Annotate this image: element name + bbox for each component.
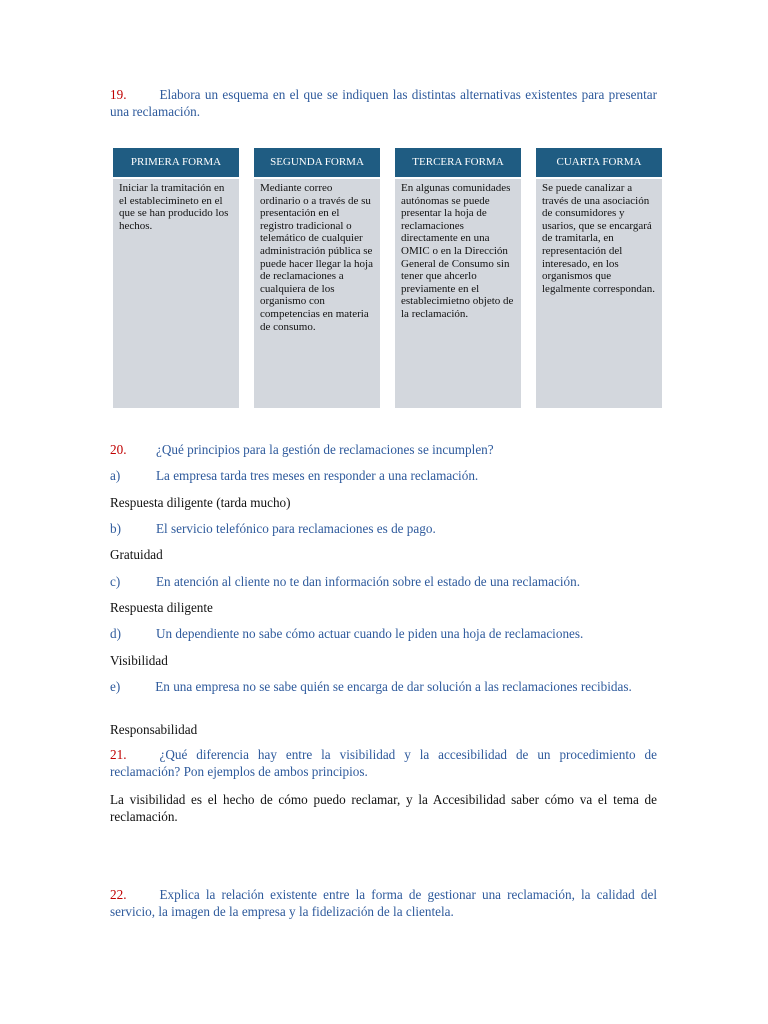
scheme-column-body: En algunas comunidades autónomas se puede presentar la hoja de reclamaciones directamente en una OMIC o en la Dirección General de Consumo sin tener que ahcerlo previamente en el establecimietno objeto de la reclamación. xyxy=(395,179,521,408)
answer-d: Visibilidad xyxy=(110,653,168,668)
question-20-number: 20. xyxy=(110,442,127,457)
scheme-column-4 xyxy=(536,148,662,408)
item-label: e) xyxy=(110,679,121,694)
scheme-column-body: Mediante correo ordinario o a través de su presentación en el registro tradicional o telemático de cualquier administración pública se puede hacer llegar la hoja de reclamaciones a cualquiera de los organismo con competencias en materia de consumo. xyxy=(254,179,380,408)
item-text: Un dependiente no sabe cómo actuar cuando le piden una hoja de reclamaciones. xyxy=(156,626,584,641)
question-20-item-b xyxy=(110,520,657,537)
scheme-column-3 xyxy=(395,148,521,408)
answer-21: La visibilidad es el hecho de cómo puedo reclamar, y la Accesibilidad saber cómo va el tema de reclamación. xyxy=(110,792,657,824)
item-label: b) xyxy=(110,521,121,536)
question-20-item-a xyxy=(110,467,657,484)
answer-b: Gratuidad xyxy=(110,547,163,562)
item-text: En una empresa no se sabe quién se encarga de dar solución a las reclamaciones recibidas. xyxy=(155,679,632,694)
question-20-item-e xyxy=(110,678,657,695)
item-text: En atención al cliente no te dan información sobre el estado de una reclamación. xyxy=(156,574,581,589)
item-label: c) xyxy=(110,574,121,589)
question-19-text: Elabora un esquema en el que se indiquen las distintas alternativas existentes para presentar una reclamación. xyxy=(110,87,657,119)
answer-e: Responsabilidad xyxy=(110,722,198,737)
scheme-column-2 xyxy=(254,148,380,408)
question-19 xyxy=(110,86,657,120)
question-20-text: ¿Qué principios para la gestión de reclamaciones se incumplen? xyxy=(156,442,494,457)
scheme-column-title: PRIMERA FORMA xyxy=(113,148,239,177)
scheme-column-body: Iniciar la tramitación en el establecimineto en el que se han producido los hechos. xyxy=(113,179,239,408)
item-label: d) xyxy=(110,626,121,641)
question-20-item-d xyxy=(110,625,657,642)
item-text: El servicio telefónico para reclamaciones es de pago. xyxy=(156,521,436,536)
question-22-number: 22. xyxy=(110,887,127,902)
answer-c: Respuesta diligente xyxy=(110,600,213,615)
question-21 xyxy=(110,746,657,780)
question-20 xyxy=(110,441,657,458)
scheme-column-title: CUARTA FORMA xyxy=(536,148,662,177)
question-21-text: ¿Qué diferencia hay entre la visibilidad y la accesibilidad de un procedimiento de reclamación? Pon ejemplos de ambos principios. xyxy=(110,747,657,779)
question-19-number: 19. xyxy=(110,87,127,102)
question-22-text: Explica la relación existente entre la forma de gestionar una reclamación, la calidad del servicio, la imagen de la empresa y la fidelización de la clientela. xyxy=(110,887,657,919)
scheme-column-1 xyxy=(113,148,239,408)
question-21-number: 21. xyxy=(110,747,127,762)
answer-a: Respuesta diligente (tarda mucho) xyxy=(110,495,291,510)
item-text: La empresa tarda tres meses en responder a una reclamación. xyxy=(156,468,479,483)
item-label: a) xyxy=(110,468,121,483)
scheme-column-title: SEGUNDA FORMA xyxy=(254,148,380,177)
scheme-column-body: Se puede canalizar a través de una asociación de consumidores y usarios, que se encargará de tramitarla, en representación del interesado, en los organismos que legalmente correspondan. xyxy=(536,179,662,408)
question-20-item-c xyxy=(110,573,657,590)
scheme-column-title: TERCERA FORMA xyxy=(395,148,521,177)
question-22 xyxy=(110,886,657,920)
